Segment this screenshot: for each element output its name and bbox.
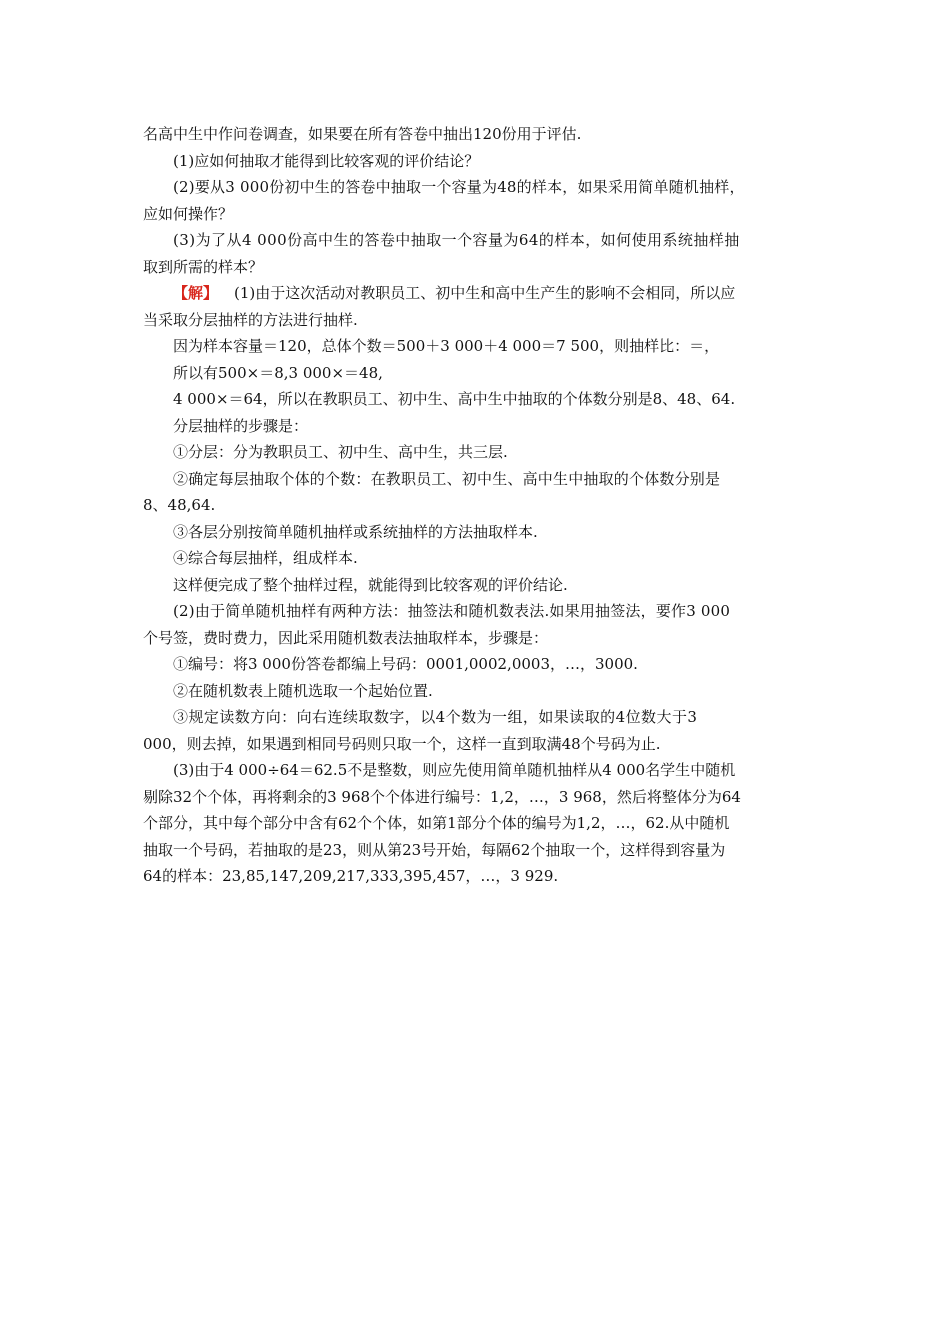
step-item: ①分层：分为教职员工、初中生、高中生，共三层.: [173, 443, 508, 461]
question-2-cont: 应如何操作？: [143, 204, 234, 223]
solution-3-cont: 个部分，其中每个部分中含有62个个体，如第1部分个体的编号为1,2，…，62.从中随机: [143, 814, 730, 832]
text-line: 因为样本容量＝120，总体个数＝500＋3 000＋4 000＝7 500，则抽样比：＝，: [173, 337, 720, 355]
step-item-cont: 000，则去掉，如果遇到相同号码则只取一个，这样一直到取满48个号码为止.: [143, 734, 661, 753]
step-item: ①编号：将3 000份答卷都编上号码：0001,0002,0003，…，3000.: [173, 655, 638, 673]
solution-1-text: (1)由于这次活动对教职员工、初中生和高中生产生的影响不会相同，所以应: [234, 284, 736, 302]
question-1: (1)应如何抽取才能得到比较客观的评价结论？: [173, 151, 480, 170]
question-3-cont: 取到所需的样本？: [143, 257, 264, 276]
step-item: ④综合每层抽样，组成样本.: [173, 549, 358, 567]
solution-3-cont: 64的样本：23,85,147,209,217,333,395,457，…，3 929.: [143, 867, 559, 885]
solution-3-cont: 剔除32个个体，再将剩余的3 968个个体进行编号：1,2，…，3 968，然后将整体分为64: [143, 787, 741, 806]
step-item: ②在随机数表上随机选取一个起始位置.: [173, 681, 433, 700]
question-3: (3)为了从4 000份高中生的答卷中抽取一个容量为64的样本，如何使用系统抽样抽: [173, 231, 740, 249]
solution-3-cont: 抽取一个号码，若抽取的是23，则从第23号开始，每隔62个抽取一个，这样得到容量为: [143, 840, 726, 859]
text-line: 4 000×＝64，所以在教职员工、初中生、高中生中抽取的个体数分别是8、48、64.: [173, 390, 736, 408]
solution-3: (3)由于4 000÷64＝62.5不是整数，则应先使用简单随机抽样从4 000名学生中随机: [173, 761, 736, 779]
solution-2: (2)由于简单随机抽样有两种方法：抽签法和随机数表法.如果用抽签法，要作3 000: [173, 602, 731, 620]
solution-marker: 【解】: [173, 284, 219, 302]
step-item: ③规定读数方向：向右连续取数字，以4个数为一组，如果读取的4位数大于3: [173, 708, 698, 726]
text-line: 这样便完成了整个抽样过程，就能得到比较客观的评价结论.: [173, 575, 568, 594]
solution-2-cont: 个号签，费时费力，因此采用随机数表法抽取样本，步骤是：: [143, 628, 549, 647]
solution-1-cont: 当采取分层抽样的方法进行抽样.: [143, 310, 358, 329]
document-body: [143, 121, 813, 890]
text-line: 分层抽样的步骤是：: [173, 416, 309, 435]
step-item: ②确定每层抽取个体的个数：在教职员工、初中生、高中生中抽取的个体数分别是: [173, 469, 721, 488]
step-item: ③各层分别按简单随机抽样或系统抽样的方法抽取样本.: [173, 522, 538, 541]
step-item-cont: 8、48,64.: [143, 496, 216, 514]
solution-1-line: [143, 280, 813, 307]
text-line: 名高中生中作问卷调查，如果要在所有答卷中抽出120份用于评估.: [143, 125, 582, 143]
text-line: 所以有500×＝8,3 000×＝48,: [173, 363, 383, 382]
question-2: (2)要从3 000份初中生的答卷中抽取一个容量为48的样本，如果采用简单随机抽样，: [173, 178, 745, 196]
